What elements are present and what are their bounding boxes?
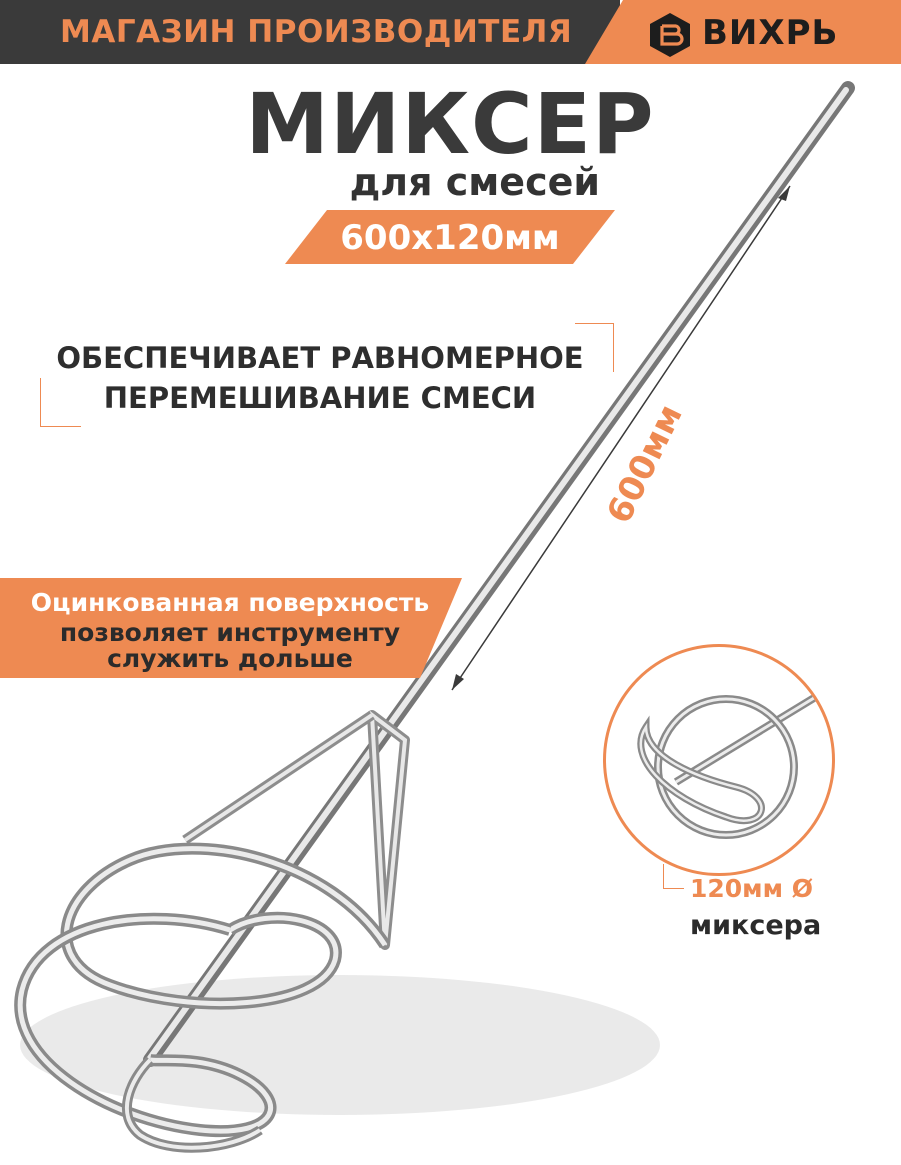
detail-zoom-circle [603, 644, 835, 876]
callout-headline: Оцинкованная поверхность [30, 588, 430, 617]
callout-line: позволяет инструменту [59, 618, 401, 647]
mixer-head-detail [606, 647, 832, 873]
product-title: МИКСЕР [245, 75, 655, 173]
mixer-frame [185, 715, 372, 840]
bracket-decoration [663, 864, 684, 889]
shadow [20, 975, 660, 1115]
size-badge-text: 600x120мм [340, 218, 560, 258]
diameter-caption: миксера [690, 910, 822, 941]
diameter-label: 120мм Ø [690, 874, 814, 903]
brand-name: ВИХРЬ [702, 13, 839, 53]
feature-line: ОБЕСПЕЧИВАЕТ РАВНОМЕРНОЕ [56, 341, 584, 375]
length-label: 600мм [599, 398, 691, 530]
callout-line: служить дольше [107, 644, 353, 673]
dimension-arrow-bottom [452, 674, 464, 690]
feature-line: ПЕРЕМЕШИВАНИЕ СМЕСИ [103, 381, 537, 415]
dimension-line [452, 186, 790, 690]
shop-label: МАГАЗИН ПРОИЗВОДИТЕЛЯ [60, 14, 573, 50]
product-subtitle: для смесей [349, 160, 600, 204]
